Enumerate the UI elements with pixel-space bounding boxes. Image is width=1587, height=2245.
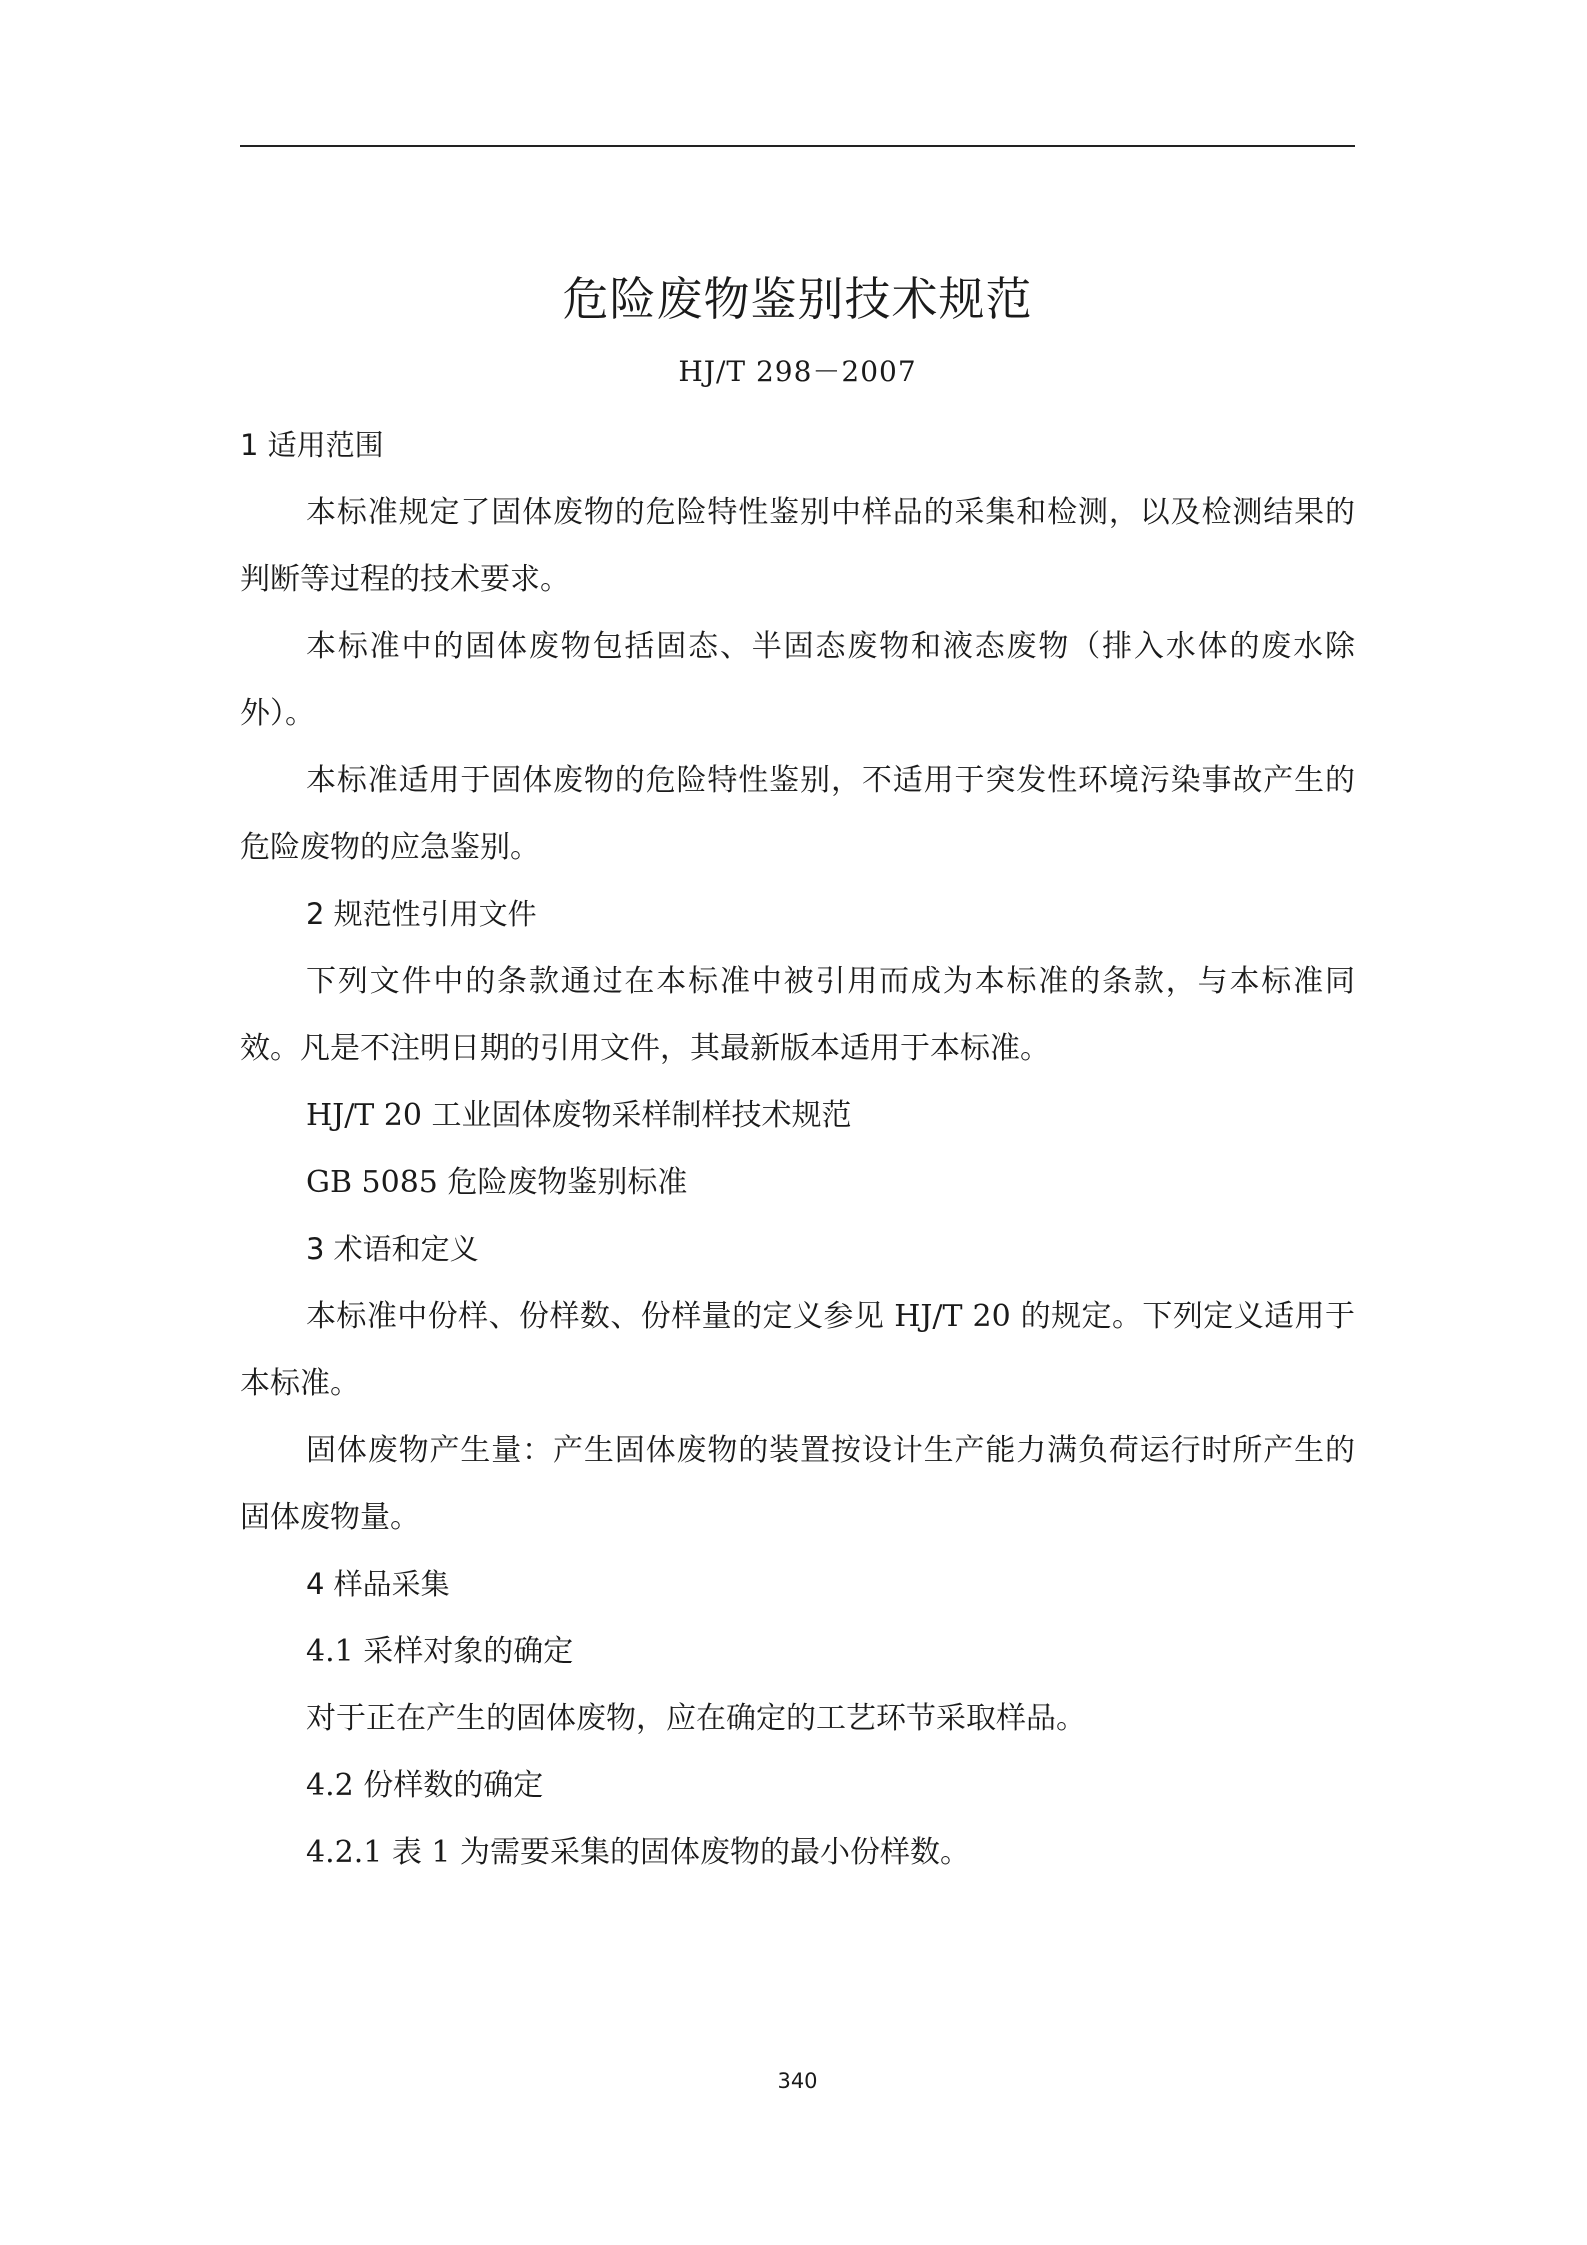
section-1-paragraph-1: 本标准规定了固体废物的危险特性鉴别中样品的采集和检测，以及检测结果的判断等过程的技术要求。 (240, 495, 1355, 597)
section-3-paragraph-1: 本标准中份样、份样数、份样量的定义参见 HJ/T 20 的规定。下列定义适用于本标准。 (240, 1299, 1355, 1401)
section-4-2-heading: 4.2 份样数的确定 (306, 1768, 544, 1803)
section-2-paragraph-1: 下列文件中的条款通过在本标准中被引用而成为本标准的条款，与本标准同效。凡是不注明日期的引用文件，其最新版本适用于本标准。 (240, 964, 1355, 1066)
section-4-heading: 4 样品采集 (306, 1567, 450, 1601)
section-1-paragraph-3: 本标准适用于固体废物的危险特性鉴别，不适用于突发性环境污染事故产生的危险废物的应急鉴别。 (240, 763, 1355, 865)
section-1-paragraph-2: 本标准中的固体废物包括固态、半固态废物和液态废物（排入水体的废水除外）。 (240, 629, 1355, 731)
section-4-2-1-paragraph: 4.2.1 表 1 为需要采集的固体废物的最小份样数。 (306, 1835, 971, 1870)
document-title: 危险废物鉴别技术规范 (562, 272, 1033, 326)
section-2-reference-1: HJ/T 20 工业固体废物采样制样技术规范 (306, 1098, 852, 1133)
section-1-heading: 1 适用范围 (240, 428, 384, 462)
section-2-reference-2: GB 5085 危险废物鉴别标准 (306, 1165, 688, 1200)
page-number: 340 (777, 2069, 818, 2093)
section-4-1-paragraph: 对于正在产生的固体废物，应在确定的工艺环节采取样品。 (306, 1701, 1086, 1736)
section-2-heading: 2 规范性引用文件 (306, 897, 537, 931)
section-3-paragraph-2: 固体废物产生量：产生固体废物的装置按设计生产能力满负荷运行时所产生的固体废物量。 (240, 1433, 1355, 1535)
document-body (240, 412, 1355, 1886)
standard-code: HJ/T 298－2007 (678, 355, 917, 388)
header-rule (240, 145, 1355, 147)
section-3-heading: 3 术语和定义 (306, 1232, 479, 1266)
section-4-1-heading: 4.1 采样对象的确定 (306, 1634, 574, 1669)
